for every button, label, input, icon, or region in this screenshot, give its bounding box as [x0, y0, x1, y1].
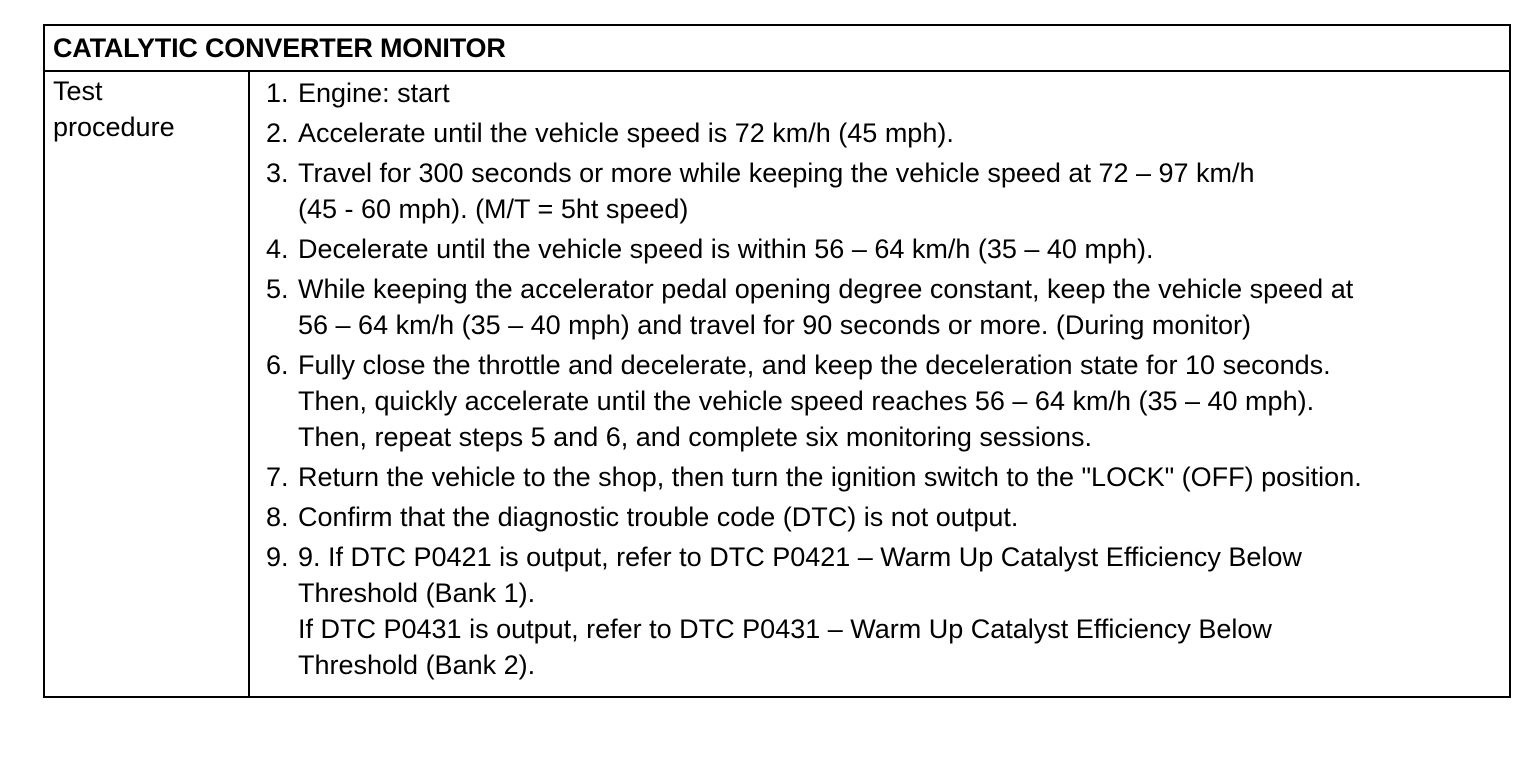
step-text: [298, 115, 1509, 151]
step-line: 9. If DTC P0421 is output, refer to DTC P0421 – Warm Up Catalyst Efficiency Below: [298, 542, 1302, 572]
step-text: [298, 155, 1509, 227]
step-line: Then, quickly accelerate until the vehicle speed reaches 56 – 64 km/h (35 – 40 mph).: [298, 386, 1315, 416]
test-procedure-row: [45, 72, 1509, 696]
procedure-step-8: [266, 499, 1509, 535]
step-text: [298, 539, 1509, 683]
step-number: 6.: [266, 350, 289, 380]
step-line: 56 – 64 km/h (35 – 40 mph) and travel for 90 seconds or more. (During monitor): [298, 310, 1251, 340]
procedure-step-4: [266, 231, 1509, 267]
step-text: [298, 499, 1509, 535]
step-text: [298, 231, 1509, 267]
catalytic-converter-monitor-table: [43, 24, 1511, 698]
step-number: 9.: [266, 542, 289, 572]
step-line: Travel for 300 seconds or more while keeping the vehicle speed at 72 – 97 km/h: [298, 158, 1255, 188]
step-line: Then, repeat steps 5 and 6, and complete six monitoring sessions.: [298, 422, 1092, 452]
row-label-cell: [45, 72, 250, 696]
step-number: 1.: [266, 78, 289, 108]
step-line: While keeping the accelerator pedal opening degree constant, keep the vehicle speed at: [298, 274, 1354, 304]
procedure-step-3: [266, 155, 1509, 227]
procedure-step-1: [266, 75, 1509, 111]
procedure-step-9: [266, 539, 1509, 683]
step-line: Engine: start: [298, 78, 450, 108]
table-title: CATALYTIC CONVERTER MONITOR: [45, 26, 1509, 72]
step-line: Confirm that the diagnostic trouble code (DTC) is not output.: [298, 502, 1019, 532]
row-label-line: procedure: [53, 112, 175, 142]
step-number: 4.: [266, 234, 289, 264]
step-text: [298, 459, 1509, 495]
step-line: Accelerate until the vehicle speed is 72 km/h (45 mph).: [298, 118, 954, 148]
step-text: [298, 75, 1509, 111]
step-line: Threshold (Bank 1).: [298, 578, 536, 608]
step-number: 2.: [266, 118, 289, 148]
step-line: Threshold (Bank 2).: [298, 650, 536, 680]
procedure-step-6: [266, 347, 1509, 455]
step-line: Return the vehicle to the shop, then turn the ignition switch to the "LOCK" (OFF) position.: [298, 462, 1362, 492]
procedure-step-7: [266, 459, 1509, 495]
step-text: [298, 271, 1509, 343]
step-line: Fully close the throttle and decelerate, and keep the deceleration state for 10 seconds.: [298, 350, 1331, 380]
step-number: 3.: [266, 158, 289, 188]
procedure-steps: [250, 72, 1509, 696]
step-number: 5.: [266, 274, 289, 304]
step-number: 7.: [266, 462, 289, 492]
step-text: [298, 347, 1509, 455]
step-number: 8.: [266, 502, 289, 532]
procedure-step-2: [266, 115, 1509, 151]
step-line: Decelerate until the vehicle speed is within 56 – 64 km/h (35 – 40 mph).: [298, 234, 1154, 264]
step-line: (45 - 60 mph). (M/T = 5ht speed): [298, 194, 689, 224]
procedure-step-5: [266, 271, 1509, 343]
row-label-line: Test: [53, 76, 103, 106]
step-line: If DTC P0431 is output, refer to DTC P0431 – Warm Up Catalyst Efficiency Below: [298, 614, 1272, 644]
